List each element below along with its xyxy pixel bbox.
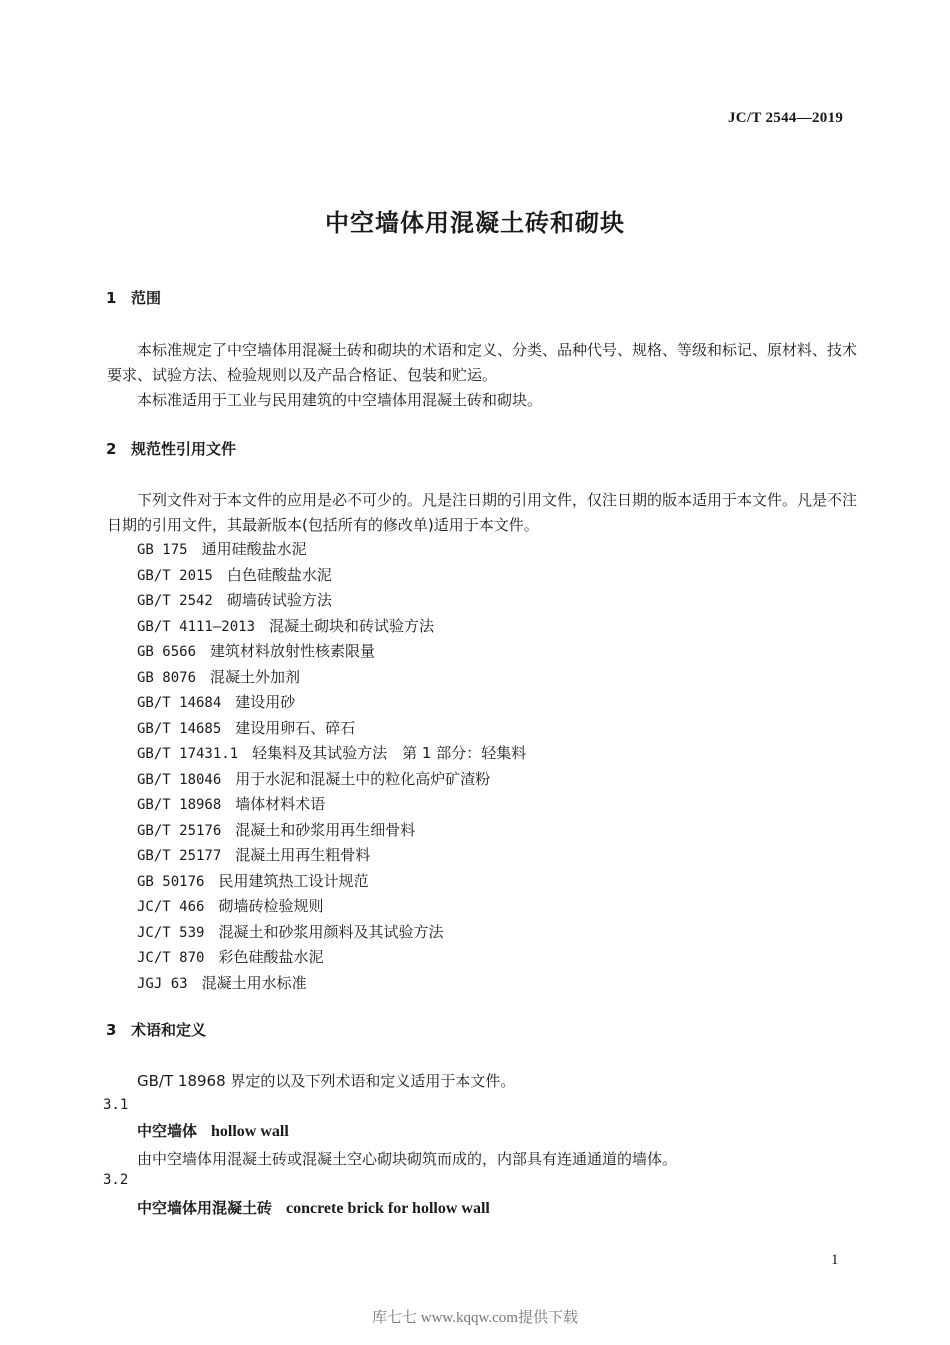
reference-title: 建筑材料放射性核素限量 xyxy=(210,642,376,660)
reference-title: 建设用砂 xyxy=(235,693,296,711)
section-1-body xyxy=(107,338,859,413)
reference-code: JC/T 466 xyxy=(137,899,205,915)
reference-item xyxy=(137,945,526,971)
reference-code: GB/T 17431.1 xyxy=(137,746,239,762)
reference-code: GB 6566 xyxy=(137,644,197,660)
reference-code: JC/T 870 xyxy=(137,950,205,966)
page-number: 1 xyxy=(831,1252,839,1268)
reference-item xyxy=(137,716,526,742)
reference-title: 民用建筑热工设计规范 xyxy=(218,871,369,890)
section-number: 1 xyxy=(106,289,117,307)
section-2-heading xyxy=(106,438,236,459)
normative-reference-list xyxy=(137,537,526,996)
section-number: 3 xyxy=(106,1021,117,1039)
reference-code: GB/T 25176 xyxy=(137,822,222,839)
reference-code: JC/T 539 xyxy=(137,924,205,941)
reference-code: GB/T 2015 xyxy=(137,567,213,584)
section-3-intro: GB/T 18968 界定的以及下列术语和定义适用于本文件。 xyxy=(137,1072,516,1090)
paragraph: 本标准规定了中空墙体用混凝土砖和砌块的术语和定义、分类、品种代号、规格、等级和标记、原材料、技术要求、试验方法、检验规则以及产品合格证、包装和贮运。 xyxy=(107,341,858,384)
reference-title: 混凝土和砂浆用颜料及其试验方法 xyxy=(218,922,444,941)
standard-number: JC/T 2544—2019 xyxy=(728,110,844,126)
reference-title: 彩色硅酸盐水泥 xyxy=(218,948,324,966)
reference-code: GB 8076 xyxy=(137,669,197,686)
reference-code: GB 50176 xyxy=(137,873,205,890)
term-english: concrete brick for hollow wall xyxy=(286,1200,490,1217)
clause-number: 3.1 xyxy=(103,1097,129,1113)
reference-item xyxy=(137,690,526,716)
section-3-heading xyxy=(106,1019,206,1040)
clause-number: 3.2 xyxy=(103,1172,129,1188)
reference-item xyxy=(137,741,526,767)
reference-code: GB/T 18968 xyxy=(137,797,222,813)
section-title: 范围 xyxy=(131,289,162,307)
reference-title: 砌墙砖试验方法 xyxy=(226,591,332,609)
reference-item xyxy=(137,639,526,665)
section-title: 术语和定义 xyxy=(131,1021,207,1039)
reference-title: 用于水泥和混凝土中的粒化高炉矿渣粉 xyxy=(235,769,491,788)
reference-title: 通用硅酸盐水泥 xyxy=(201,540,307,558)
reference-item xyxy=(137,767,526,793)
reference-code: GB/T 25177 xyxy=(137,848,222,864)
reference-item xyxy=(137,843,526,869)
term-chinese: 中空墙体 xyxy=(137,1122,198,1140)
reference-item xyxy=(137,971,526,997)
reference-title: 墙体材料术语 xyxy=(235,795,326,813)
term-chinese: 中空墙体用混凝土砖 xyxy=(137,1199,273,1217)
reference-item xyxy=(137,665,526,691)
section-2-intro xyxy=(107,488,859,538)
reference-item xyxy=(137,792,526,818)
term-entry xyxy=(137,1197,490,1218)
paragraph: 本标准适用于工业与民用建筑的中空墙体用混凝土砖和砌块。 xyxy=(137,391,543,409)
reference-title: 混凝土用水标准 xyxy=(201,973,307,992)
reference-item xyxy=(137,563,526,589)
document-title: 中空墙体用混凝土砖和砌块 xyxy=(325,209,625,237)
reference-title: 白色硅酸盐水泥 xyxy=(226,565,332,584)
reference-code: GB 175 xyxy=(137,542,188,558)
reference-title: 混凝土和砂浆用再生细骨料 xyxy=(235,820,416,839)
section-number: 2 xyxy=(106,440,117,458)
reference-title: 混凝土外加剂 xyxy=(210,667,301,686)
reference-item xyxy=(137,894,526,920)
reference-item xyxy=(137,920,526,946)
reference-code: GB/T 14685 xyxy=(137,720,222,737)
term-entry xyxy=(137,1120,289,1141)
reference-title: 砌墙砖检验规则 xyxy=(218,897,324,915)
reference-code: GB/T 14684 xyxy=(137,695,222,711)
reference-code: GB/T 4111—2013 xyxy=(137,618,256,635)
reference-title: 混凝土用再生粗骨料 xyxy=(235,846,371,864)
reference-item xyxy=(137,614,526,640)
section-title: 规范性引用文件 xyxy=(131,440,237,458)
reference-item xyxy=(137,818,526,844)
term-english: hollow wall xyxy=(211,1123,289,1140)
reference-code: GB/T 2542 xyxy=(137,593,213,609)
paragraph: 下列文件对于本文件的应用是必不可少的。凡是注日期的引用文件，仅注日期的版本适用于本文件。凡是不注日期的引用文件，其最新版本(包括所有的修改单)适用于本文件。 xyxy=(107,491,858,534)
section-1-heading xyxy=(106,287,161,308)
reference-item xyxy=(137,869,526,895)
reference-item xyxy=(137,537,526,563)
reference-code: GB/T 18046 xyxy=(137,771,222,788)
reference-item xyxy=(137,588,526,614)
reference-code: JGJ 63 xyxy=(137,975,188,992)
reference-title: 混凝土砌块和砖试验方法 xyxy=(269,616,435,635)
reference-title: 轻集料及其试验方法 第 1 部分：轻集料 xyxy=(252,744,527,762)
download-watermark: 库七七 www.kqqw.com提供下载 xyxy=(372,1310,578,1326)
term-definition: 由中空墙体用混凝土砖或混凝土空心砌块砌筑而成的，内部具有连通通道的墙体。 xyxy=(137,1150,678,1168)
reference-title: 建设用卵石、碎石 xyxy=(235,718,356,737)
